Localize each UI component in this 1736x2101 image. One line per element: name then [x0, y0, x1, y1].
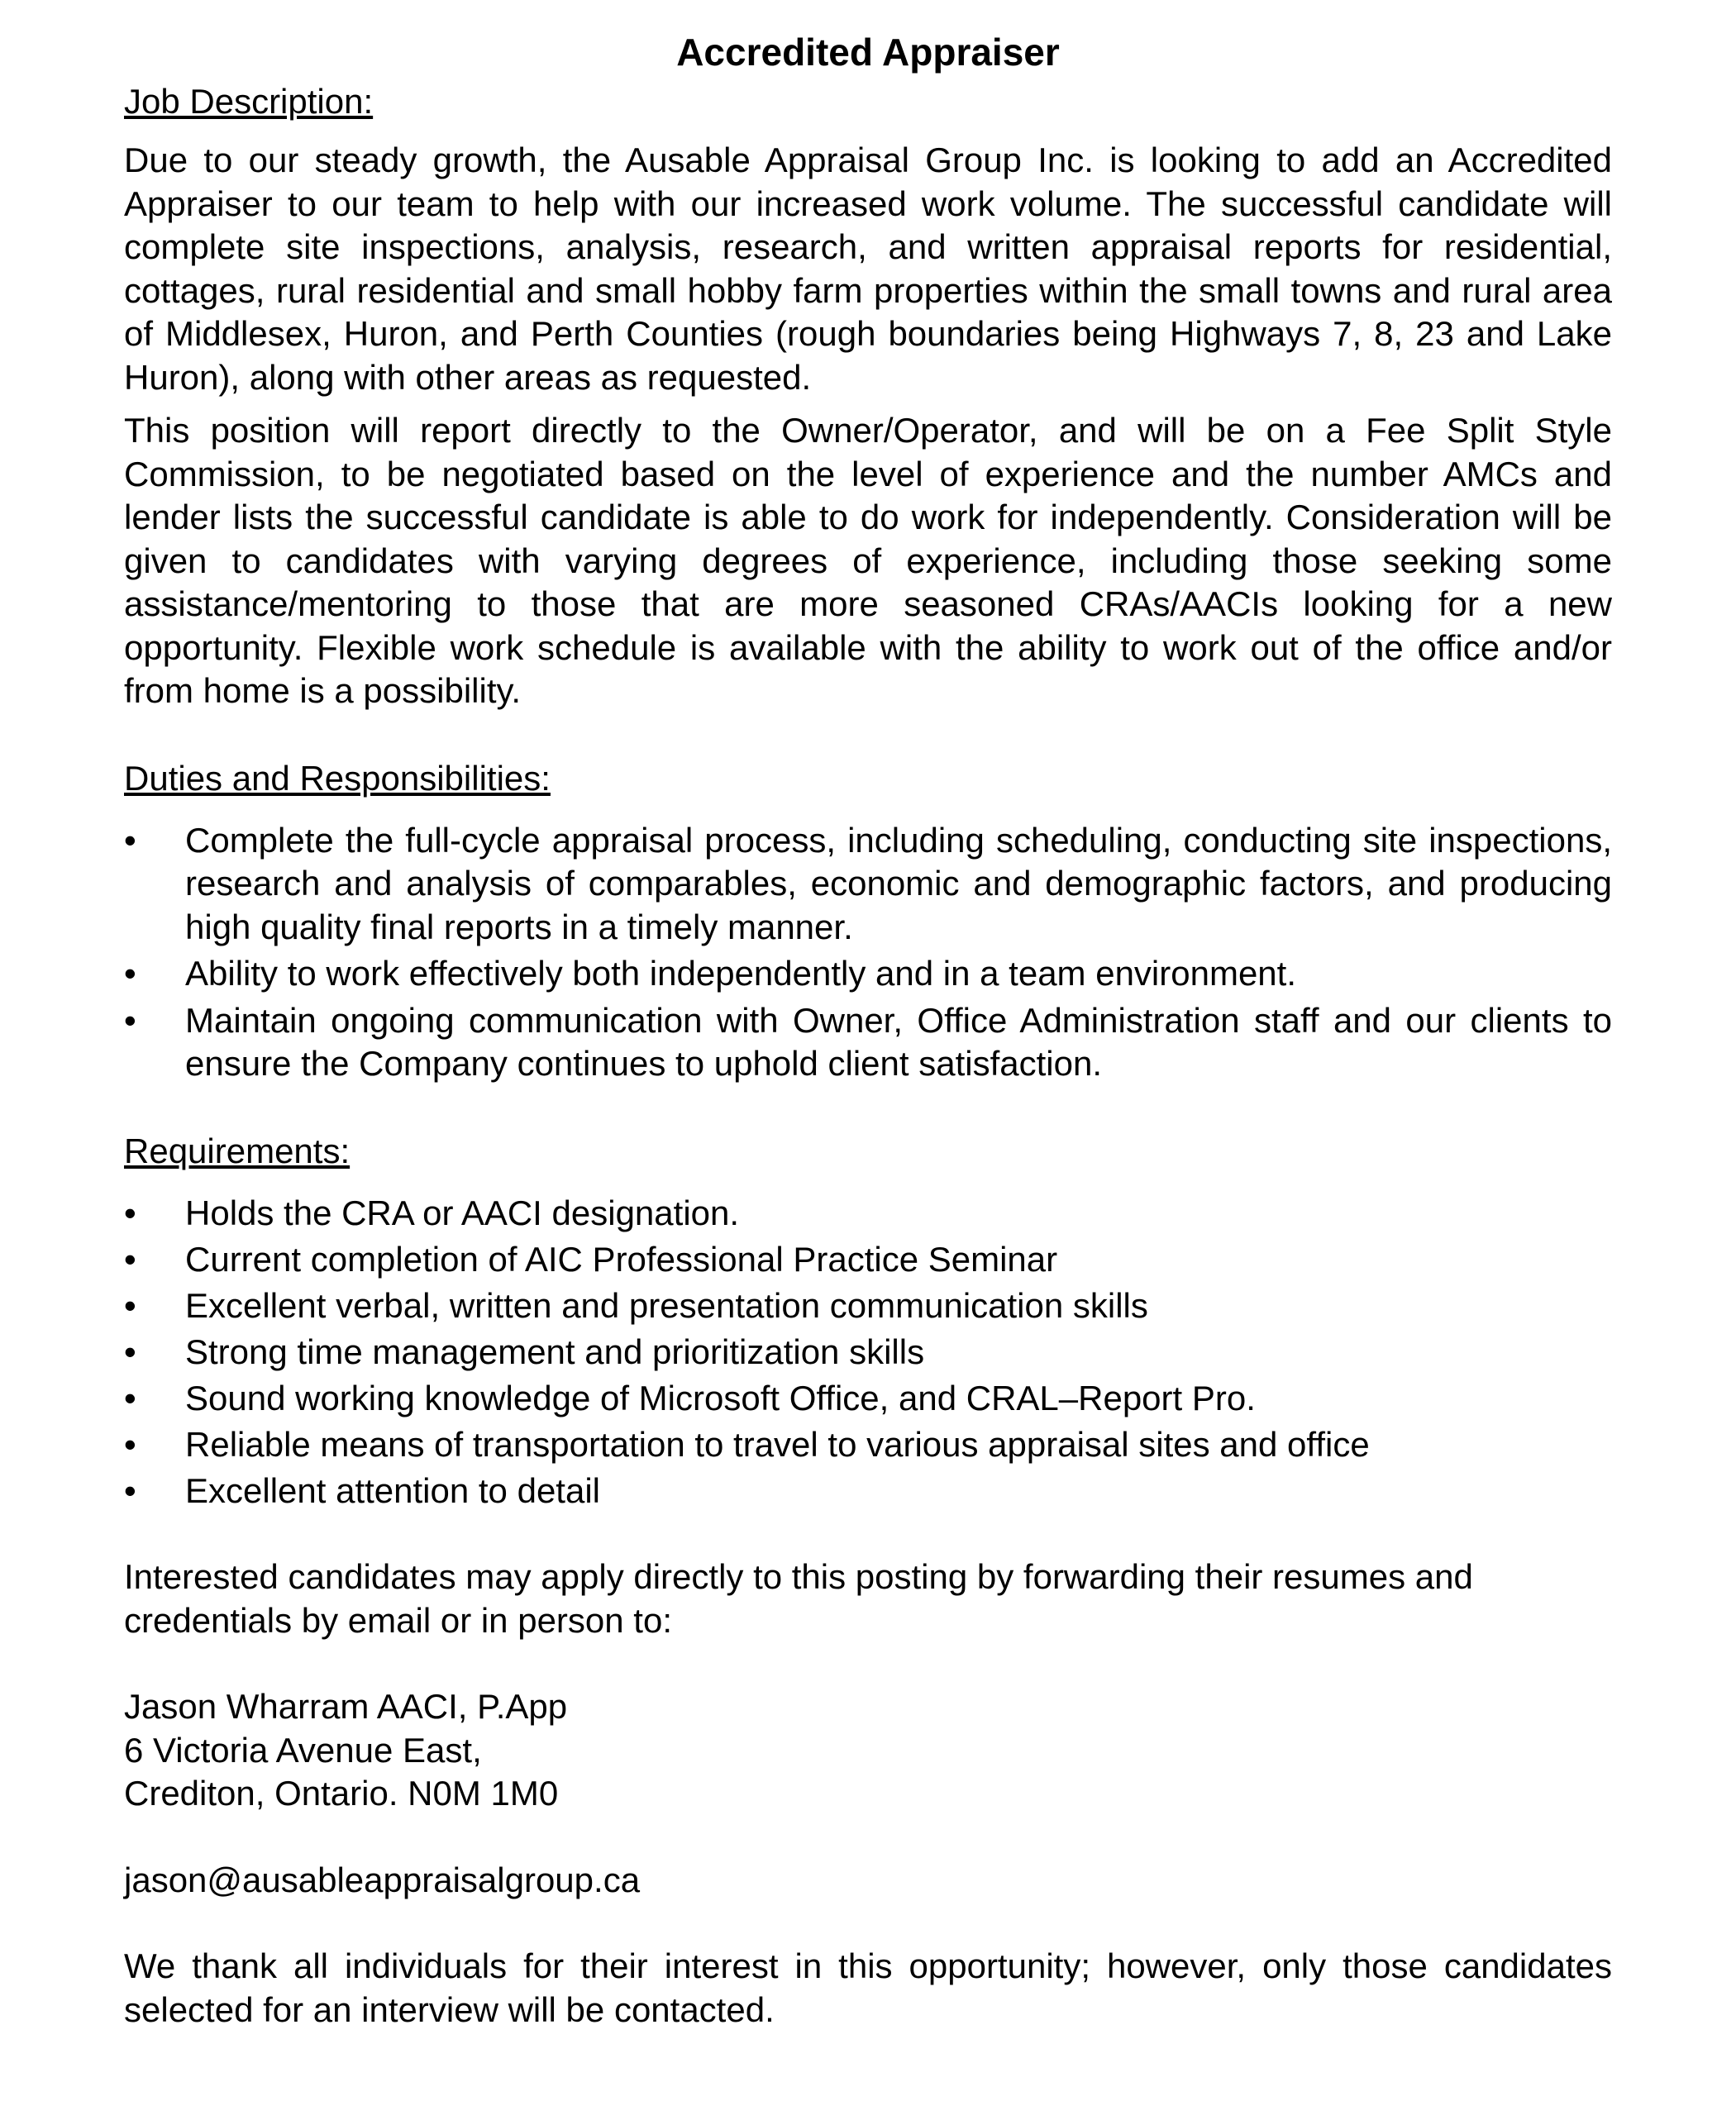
bullet-icon: • [124, 1285, 136, 1325]
bullet-icon: • [124, 1193, 136, 1232]
bullet-icon: • [124, 1470, 136, 1510]
list-item [124, 1377, 1612, 1421]
requirement-text: Current completion of AIC Professional Practice Seminar [185, 1239, 1058, 1279]
duty-text: Maintain ongoing communication with Owner, Office Administration staff and our clients to ensure the Company continues to uphold client satisfaction. [185, 1000, 1612, 1083]
bullet-icon: • [124, 1378, 136, 1417]
job-description-heading: Job Description: [124, 82, 374, 121]
document-title: Accredited Appraiser [676, 31, 1060, 74]
list-item [124, 1192, 1612, 1236]
contact-address-line-2: Crediton, Ontario. N0M 1M0 [124, 1774, 559, 1813]
requirement-text: Holds the CRA or AACI designation. [185, 1193, 740, 1232]
bullet-icon: • [124, 1424, 136, 1464]
requirement-text: Excellent verbal, written and presentation communication skills [185, 1285, 1148, 1325]
contact-email-block [124, 1859, 1612, 1903]
requirement-text: Excellent attention to detail [185, 1470, 600, 1510]
job-description-paragraph-2: This position will report directly to the Owner/Operator, and will be on a Fee Split Style Commission, to be negotiated based on the level of experience and the number AMCs and lender lists the successful candidate is able to do work for independently. Consideration will be given to candidates with varying degrees of experience, including those seeking some assistance/mentoring to those that are more seasoned CRAs/AACIs looking for a new opportunity. Flexible work schedule is available with the ability to work out of the office and/or from home is a possibility. [124, 411, 1612, 710]
bullet-icon: • [124, 1239, 136, 1279]
list-item [124, 1470, 1612, 1513]
list-item [124, 952, 1612, 996]
requirement-text: Reliable means of transportation to travel to various appraisal sites and office [185, 1424, 1370, 1464]
closing-statement: We thank all individuals for their interest in this opportunity; however, only those candidates selected for an interview will be contacted. [124, 1946, 1612, 2029]
document-page [124, 25, 1612, 2032]
list-item [124, 819, 1612, 950]
requirements-heading: Requirements: [124, 1131, 351, 1170]
job-description-paragraph-1: Due to our steady growth, the Ausable Appraisal Group Inc. is looking to add an Accredited Appraiser to our team to help with our increased work volume. The successful candidate will complete site inspections, analysis, research, and written appraisal reports for residential, cottages, rural residential and small hobby farm properties within the small towns and rural area of Middlesex, Huron, and Perth Counties (rough boundaries being Highways 7, 8, 23 and Lake Huron), along with other areas as requested. [124, 141, 1612, 397]
duties-list [124, 819, 1612, 1086]
contact-address-line-1: 6 Victoria Avenue East, [124, 1730, 482, 1770]
list-item [124, 999, 1612, 1086]
duties-heading: Duties and Responsibilities: [124, 758, 551, 798]
requirement-text: Sound working knowledge of Microsoft Office, and CRAL–Report Pro. [185, 1378, 1256, 1417]
requirements-list [124, 1192, 1612, 1513]
duty-text: Ability to work effectively both independently and in a team environment. [185, 954, 1296, 993]
list-item [124, 1423, 1612, 1467]
bullet-icon: • [124, 1332, 136, 1371]
bullet-icon: • [124, 820, 136, 860]
list-item [124, 1284, 1612, 1328]
bullet-icon: • [124, 954, 136, 993]
contact-email: jason@ausableappraisalgroup.ca [124, 1860, 641, 1899]
bullet-icon: • [124, 1000, 136, 1040]
list-item [124, 1331, 1612, 1374]
duty-text: Complete the full-cycle appraisal process, including scheduling, conducting site inspections, research and analysis of comparables, economic and demographic factors, and producing high quality final reports in a timely manner. [185, 820, 1612, 946]
list-item [124, 1238, 1612, 1282]
apply-instructions: Interested candidates may apply directly to this posting by forwarding their resumes and credentials by email or in person to: [124, 1557, 1473, 1640]
contact-name: Jason Wharram AACI, P.App [124, 1687, 568, 1726]
requirement-text: Strong time management and prioritization skills [185, 1332, 925, 1371]
contact-block [124, 1685, 1612, 1816]
